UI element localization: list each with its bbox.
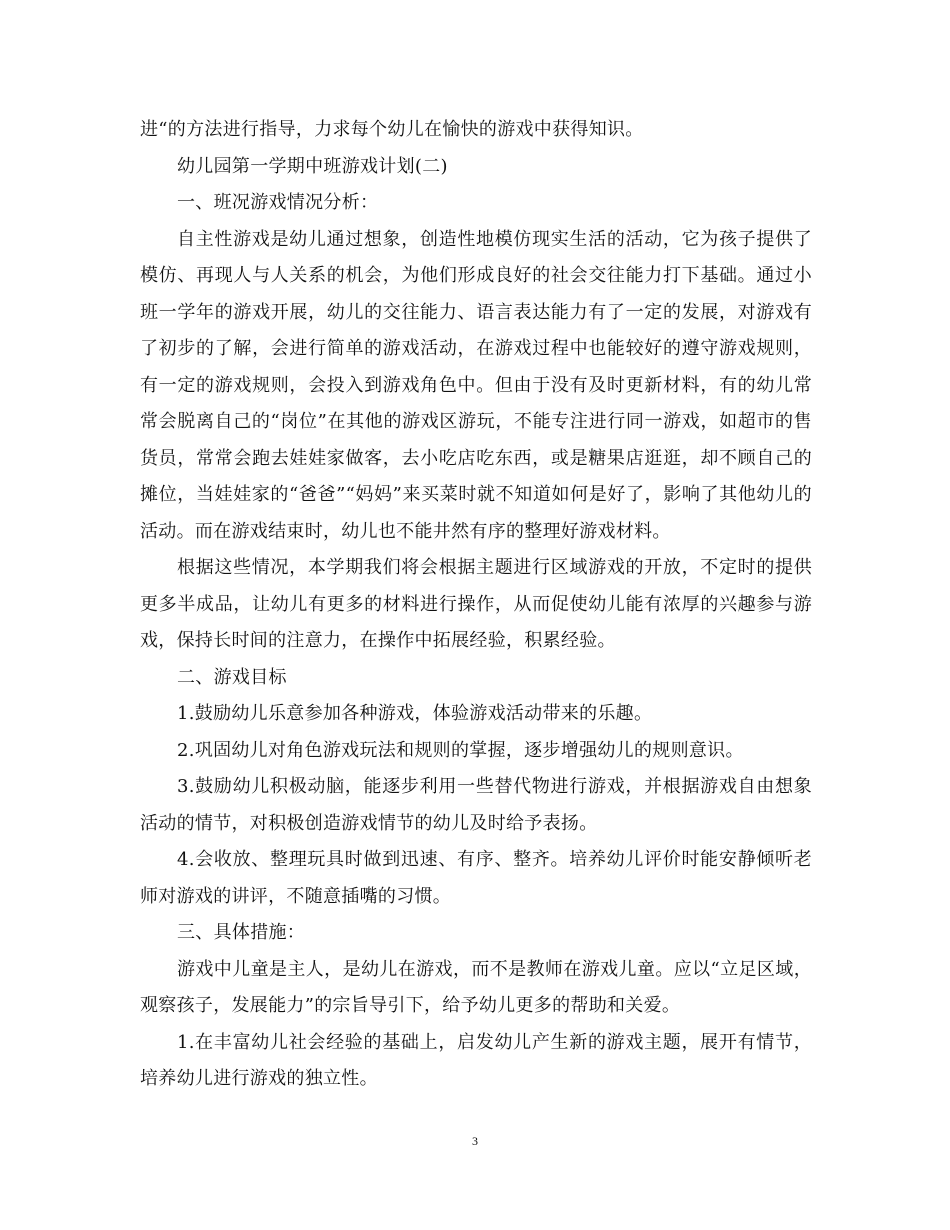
list-item: 3.鼓励幼儿积极动脑，能逐步利用一些替代物进行游戏，并根据游戏自由想象活动的情节，对积极创造游戏情节的幼儿及时给予表扬。: [140, 776, 812, 834]
list-item: 1.鼓励幼儿乐意参加各种游戏，体验游戏活动带来的乐趣。: [177, 703, 653, 724]
section-heading: 三、具体措施：: [177, 922, 306, 943]
section-heading: 二、游戏目标: [177, 666, 287, 688]
body-text: [140, 112, 812, 1098]
list-item: 1.在丰富幼儿社会经验的基础上，启发幼儿产生新的游戏主题，展开有情节，培养幼儿进行游戏的独立性。: [140, 1031, 812, 1089]
paragraph: 游戏中儿童是主人，是幼儿在游戏，而不是教师在游戏儿童。应以“立足区域，观察孩子，发展能力”的宗旨导引下，给予幼儿更多的帮助和关爱。: [140, 958, 812, 1016]
section-title: 幼儿园第一学期中班游戏计划(二): [177, 155, 448, 177]
list-item: 2.巩固幼儿对角色游戏玩法和规则的掌握，逐步增强幼儿的规则意识。: [177, 739, 744, 761]
list-item: 4.会收放、整理玩具时做到迅速、有序、整齐。培养幼儿评价时能安静倾听老师对游戏的讲评，不随意插嘴的习惯。: [140, 849, 812, 907]
paragraph: 自主性游戏是幼儿通过想象，创造性地模仿现实生活的活动，它为孩子提供了模仿、再现人与人关系的机会，为他们形成良好的社会交往能力打下基础。通过小班一学年的游戏开展，幼儿的交往能力、语言表达能力有了一定的发展，对游戏有了初步的了解，会进行简单的游戏活动，在游戏过程中也能较好的遵守游戏规则，有一定的游戏规则，会投入到游戏角色中。但由于没有及时更新材料，有的幼儿常常会脱离自己的“岗位”在其他的游戏区游玩，不能专注进行同一游戏，如超市的售货员，常常会跑去娃娃家做客，去小吃店吃东西，或是糖果店逛逛，却不顾自己的摊位，当娃娃家的“爸爸”“妈妈”来买菜时就不知道如何是好了，影响了其他幼儿的活动。而在游戏结束时，幼儿也不能井然有序的整理好游戏材料。: [140, 228, 812, 542]
page-number: 3: [472, 1134, 478, 1148]
section-heading: 一、班况游戏情况分析：: [177, 192, 379, 213]
paragraph: 进“的方法进行指导，力求每个幼儿在愉快的游戏中获得知识。: [140, 119, 644, 140]
paragraph: 根据这些情况，本学期我们将会根据主题进行区域游戏的开放，不定时的提供更多半成品，让幼儿有更多的材料进行操作，从而促使幼儿能有浓厚的兴趣参与游戏，保持长时间的注意力，在操作中拓展经验，积累经验。: [140, 557, 812, 651]
